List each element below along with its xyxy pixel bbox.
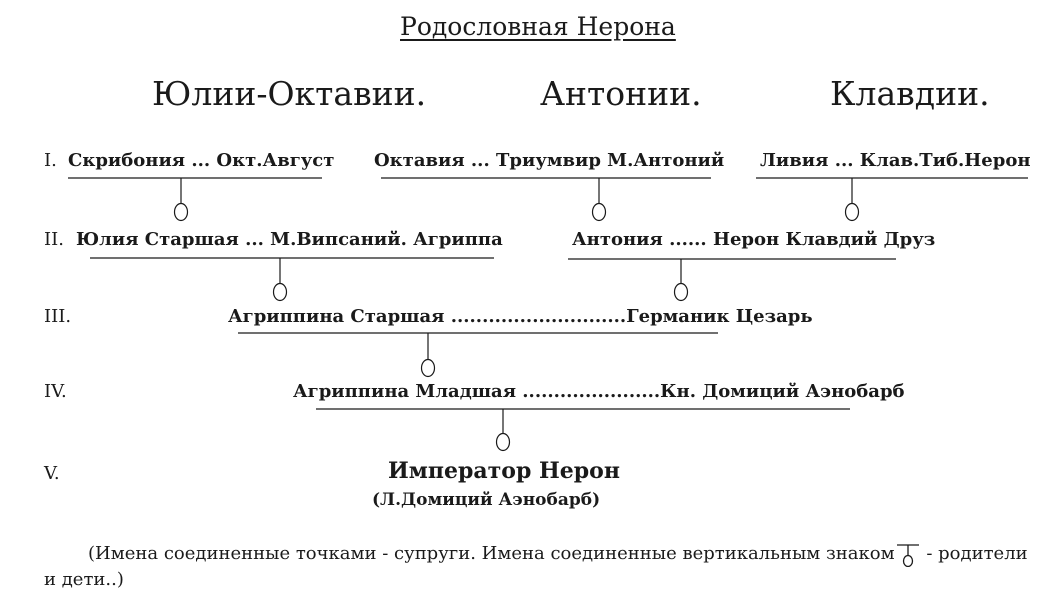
child-marker-antonia	[593, 204, 606, 221]
couple-agrippina-germanicus: Агриппина Старшая ............................Германик Цезарь	[228, 306, 813, 327]
legend-note-text-end: - родители	[920, 543, 1028, 564]
house-antonian: Антонии.	[540, 74, 702, 113]
diagram-title: Родословная Нерона	[400, 12, 676, 41]
couple-agrippina-ahenobarbus: Агриппина Младшая ......................Кн. Домиций Аэнобарб	[293, 381, 905, 402]
child-marker-agrippina-younger	[422, 360, 435, 377]
emperor-nero-alias: (Л.Домиций Аэнобарб)	[372, 490, 601, 510]
child-marker-julia	[175, 204, 188, 221]
child-marker-agrippina-elder	[274, 284, 287, 301]
generation-label-3: III.	[44, 306, 72, 327]
generation-label-2: II.	[44, 229, 64, 250]
emperor-nero-name: Император Нерон	[388, 458, 620, 484]
legend-note-line2: и дети..)	[44, 569, 124, 590]
generation-label-1: I.	[44, 150, 57, 171]
couple-livia-nero: Ливия ... Клав.Тиб.Нерон	[760, 150, 1031, 171]
couple-octavia-antony: Октавия ... Триумвир М.Антоний	[374, 150, 725, 171]
generation-label-5: V.	[44, 463, 60, 484]
house-claudian: Клавдии.	[830, 74, 990, 113]
legend-note-text: (Имена соединенные точками - супруги. Имена соединенные вертикальным знаком	[88, 543, 895, 564]
generation-label-4: IV.	[44, 381, 67, 402]
child-marker-nero	[497, 434, 510, 451]
child-marker-germanicus	[675, 284, 688, 301]
couple-julia-agrippa: Юлия Старшая ... М.Випсаний. Агриппа	[76, 229, 503, 250]
child-marker-drusus	[846, 204, 859, 221]
couple-antonia-drusus: Антония ...... Нерон Клавдий Друз	[572, 229, 936, 250]
couple-scribonia-augustus: Скрибония ... Окт.Август	[68, 150, 335, 171]
house-julio-octavian: Юлии-Октавии.	[152, 74, 427, 113]
